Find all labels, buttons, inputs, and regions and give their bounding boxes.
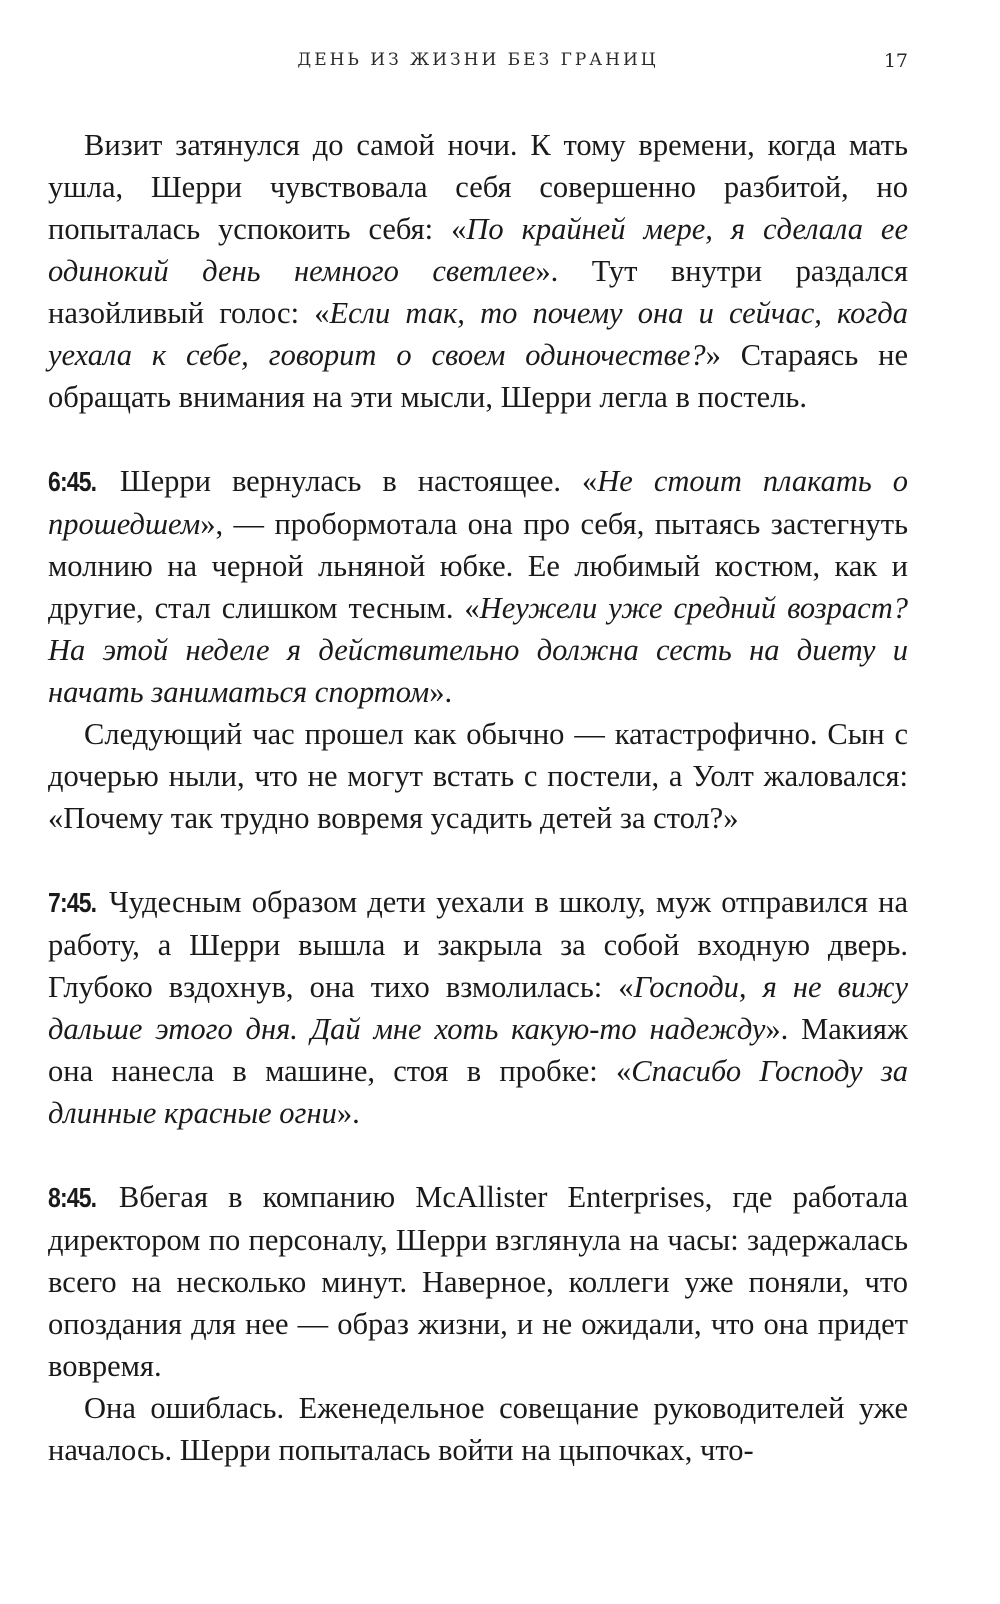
running-header <box>48 50 908 80</box>
paragraph-845 <box>48 1176 908 1387</box>
italic-quote: Спасибо Господу за длинные красные огни <box>48 1054 908 1130</box>
time-label: 7:45. <box>48 887 97 918</box>
paragraph-645 <box>48 460 908 713</box>
italic-quote: Неужели уже средний возраст? На этой неделе я действительно должна сесть на диету и начать заниматься спортом <box>48 591 908 709</box>
italic-quote: Господи, я не вижу дальше этого дня. Дай мне хоть какую-то надежду <box>48 970 908 1046</box>
text-run: ». <box>429 675 453 709</box>
text-run: Шерри вернулась в настоящее. « <box>98 464 598 498</box>
time-label: 6:45. <box>48 466 97 497</box>
italic-quote: Не стоит плакать о прошедшем <box>48 464 908 541</box>
text-run: » Стараясь не обращать внимания на эти мысли, Шерри легла в постель. <box>48 338 908 414</box>
text-run: Чудесным образом дети уехали в школу, муж отправился на работу, а Шерри вышла и закрыла за собой входную дверь. Глубоко вздохнув, она тихо взмолилась: « <box>48 885 908 1004</box>
paragraph-mistake: Она ошиблась. Еженедельное совещание руководителей уже началось. Шерри попыталась войти на цыпочках, что- <box>48 1391 908 1467</box>
italic-quote: По крайней мере, я сделала ее одинокий день немного светлее <box>48 212 908 288</box>
italic-quote: Если так, то почему она и сейчас, когда уехала к себе, говорит о своем одиночестве? <box>48 296 908 372</box>
body-text <box>48 124 908 1471</box>
running-title: ДЕНЬ ИЗ ЖИЗНИ БЕЗ ГРАНИЦ <box>297 50 659 70</box>
text-run: Визит затянулся до самой ночи. К тому времени, когда мать ушла, Шерри чувствовала себя совершенно разбитой, но попыталась успокоить себя: « <box>48 128 908 246</box>
text-run: Вбегая в компанию McAllister Enterprises, где работала директором по персоналу, Шерри взглянула на часы: задержалась всего на несколько минут. Наверное, коллеги уже поняли, что опоздания для нее — образ жизни, и не ожидали, что она придет вовремя. <box>48 1180 908 1383</box>
paragraph-visit <box>48 124 908 418</box>
page-number: 17 <box>883 50 908 72</box>
paragraph-next-hour: Следующий час прошел как обычно — катастрофично. Сын с дочерью ныли, что не могут встать с постели, а Уолт жаловался: «Почему так трудно вовремя усадить детей за стол?» <box>48 717 908 835</box>
text-run: ». Тут внутри раздался назойливый голос: « <box>48 254 908 330</box>
text-run: ». <box>336 1096 360 1130</box>
paragraph-745 <box>48 881 908 1134</box>
text-run: », — пробормотала она про себя, пытаясь застегнуть молнию на черной льняной юбке. Ее любимый костюм, как и другие, стал слишком тесным. « <box>48 507 908 625</box>
time-label: 8:45. <box>48 1182 97 1213</box>
text-run: ». Макияж она нанесла в машине, стоя в пробке: « <box>48 1012 908 1088</box>
